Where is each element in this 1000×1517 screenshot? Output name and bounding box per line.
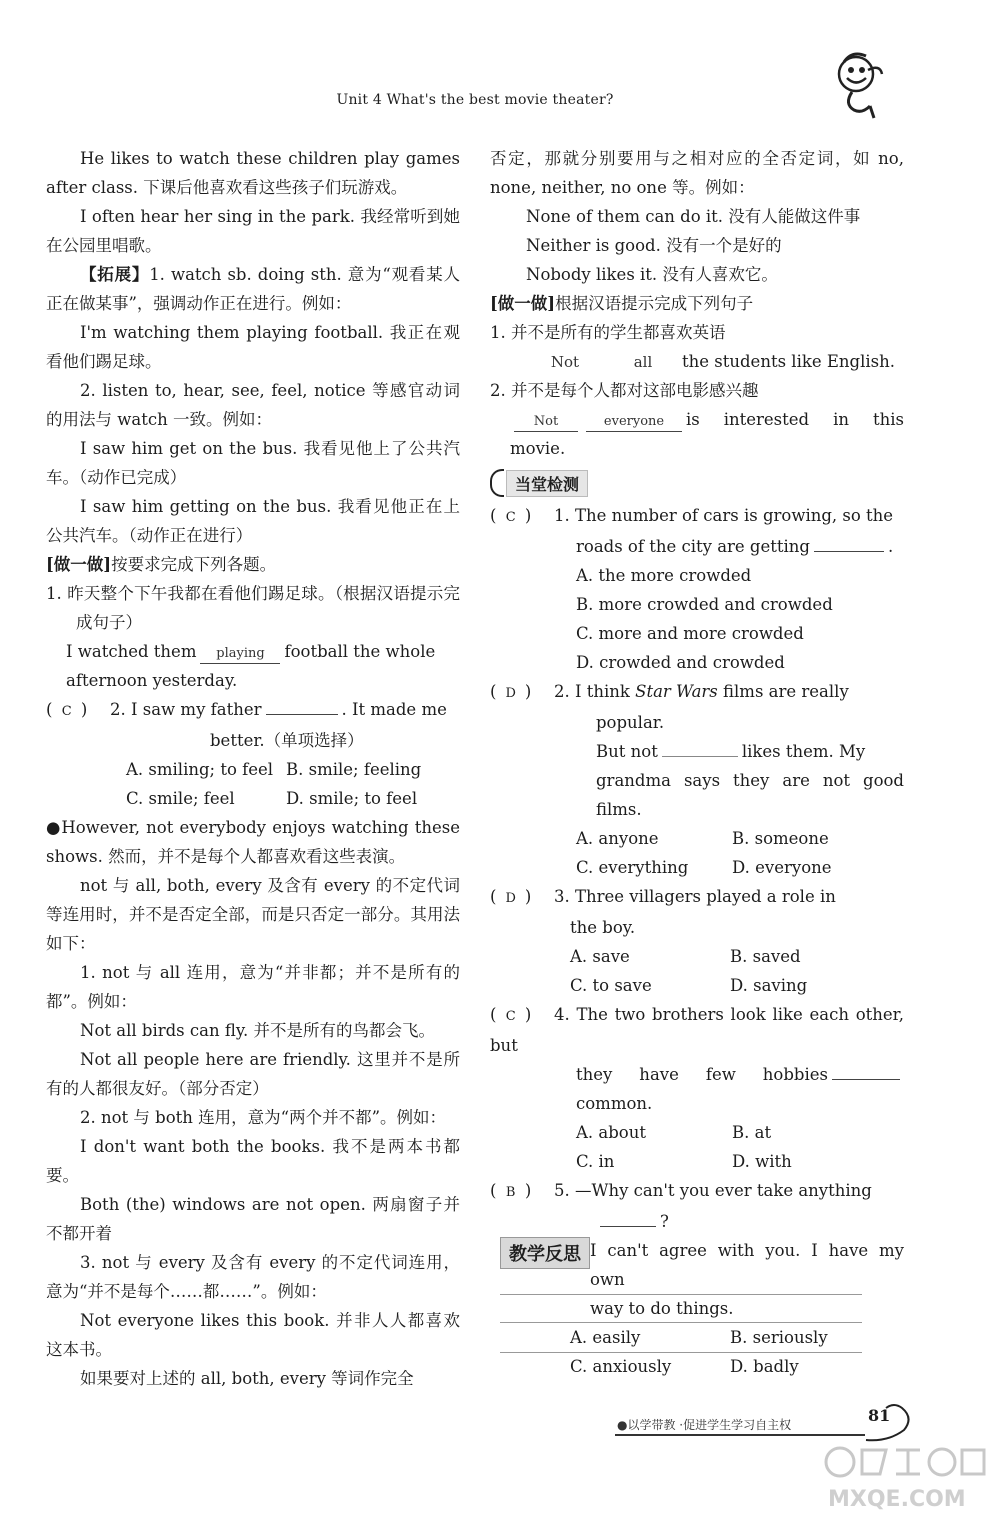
question-text: ? [660,1212,669,1231]
question-continuation: way to do things. [590,1299,734,1318]
answer-paren[interactable]: ( D ) [490,882,554,913]
options-row [490,942,904,971]
option-d[interactable]: D. smile; to feel [286,789,418,808]
option-a[interactable]: A. save [570,947,630,966]
mc-question-4 [490,1000,904,1060]
question-2-answer-line [490,405,904,463]
question-continuation: I can't agree with you. I have my own [590,1241,904,1289]
question-text: 1. The number of cars is growing, so the [554,506,894,525]
answer-blank[interactable] [600,1226,656,1227]
option-d[interactable]: D. everyone [732,858,832,877]
question-continuation: better.（单项选择） [210,731,364,750]
options-row [490,971,904,1000]
mc-question-3 [490,882,904,913]
example: Neither is good. 没有一个是好的 [526,236,782,255]
options-row [490,1118,904,1147]
option-d[interactable]: D. saving [730,976,808,995]
paragraph: I saw him get on the bus. 我看见他上了公共汽车。（动作已完成） [46,439,460,487]
option-c[interactable]: C. in [576,1152,615,1171]
option-a[interactable]: A. smiling; to feel [126,760,274,779]
paragraph-text: 1. watch sb. doing sth. 意为“观看某人正在做某事”，强调动作正在进行。例如： [46,265,460,313]
question-2 [46,695,460,726]
question-continuation [490,1207,904,1236]
question-continuation: popular. [596,713,665,732]
section-label: [做一做] [46,555,112,574]
in-class-check-title: 当堂检测 [506,470,588,497]
right-column [490,144,904,1381]
in-class-check-tag [490,469,588,497]
writing-line[interactable] [500,1294,862,1295]
mascot-icon [822,44,892,124]
question-text: 2. I saw my father [110,700,262,719]
question-continuation: roads of the city are getting . [576,537,894,556]
sentence-part: the students like English. [682,352,895,371]
teaching-reflection-title: 教学反思 [500,1237,590,1269]
paragraph: ●However, not everybody enjoys watching these shows. 然而，并不是每个人都喜欢看这些表演。 [46,818,460,866]
option-b[interactable]: B. saved [730,947,801,966]
example: None of them can do it. 没有人能做这件事 [526,207,861,226]
answer-blank[interactable]: everyone [586,413,682,432]
svg-text:MXQE.COM: MXQE.COM [828,1487,966,1512]
question-continuation: the boy. [570,918,636,937]
footer-rule [615,1434,865,1436]
question-text: But not [596,742,658,761]
example: Both (the) windows are not open. 两扇窗子并不都开着 [46,1195,460,1243]
options-row [490,853,904,882]
paragraph: He likes to watch these children play games after class. 下课后他喜欢看这些孩子们玩游戏。 [46,149,460,197]
exercise-heading [46,550,460,579]
option-d[interactable]: D. crowded and crowded [576,653,785,672]
film-title: Star Wars [635,682,718,701]
question-text: likes them. My [741,742,866,761]
running-header: Unit 4 What's the best movie theater? [336,92,614,108]
question-text: 5. —Why can't you ever take anything [554,1181,872,1200]
paragraph: 否定，那就分别要用与之相对应的全否定词，如 no, none, neither, no one 等。例如： [490,149,904,197]
paragraph-text: 按要求完成下列各题。 [111,555,277,574]
paragraph: 3. not 与 every 及含有 every 的不定代词连用，意为“并不是每个……都……”。例如： [46,1253,460,1301]
question-1: 1. 昨天整个下午我都在看他们踢足球。（根据汉语提示完成句子） [46,584,460,632]
section-label: 【拓展】 [80,265,150,284]
options-row [490,1147,904,1176]
answer-blank[interactable] [814,551,884,552]
option-a[interactable]: A. anyone [576,829,659,848]
paragraph: 2. not 与 both 连用，意为“两个并不都”。例如： [80,1108,447,1127]
option-a[interactable]: A. about [576,1123,646,1142]
question-continuation [490,737,904,766]
example: Nobody likes it. 没有人喜欢它。 [526,265,778,284]
option-c[interactable]: C. everything [576,858,689,877]
question-text: 2. I think [554,682,636,701]
answer-blank[interactable]: Not [550,353,580,371]
option-b[interactable]: B. someone [732,829,829,848]
answer-paren[interactable]: ( C ) [46,695,110,726]
bracket-icon [490,469,504,497]
question-1: 1. 并不是所有的学生都喜欢英语 [490,323,726,342]
sentence-part: football the whole [284,642,436,661]
question-text: roads of the city are getting [576,537,810,556]
watermark-logo [822,1440,992,1512]
question-text: common. [576,1094,653,1113]
question-continuation: grandma says they are not good films. [596,771,904,819]
answer-blank[interactable]: all [633,353,653,371]
paragraph: 1. not 与 all 连用，意为“并非都；并不是所有的都”。例如： [46,963,460,1011]
answer-blank[interactable] [266,714,338,715]
option-b[interactable]: B. seriously [730,1328,828,1347]
question-continuation [490,1060,904,1118]
paragraph: 2. listen to, hear, see, feel, notice 等感官动词的用法与 watch 一致。例如： [46,381,460,429]
option-b[interactable]: B. at [732,1123,772,1142]
option-d[interactable]: D. with [732,1152,792,1171]
option-d[interactable]: D. badly [730,1357,799,1376]
mc-question-2 [490,677,904,708]
writing-line[interactable] [500,1322,862,1323]
paragraph: not 与 all, both, every 及含有 every 的不定代词等连用时，并不是否定全部，而是只否定一部分。其用法如下： [46,876,460,953]
chosen-answer: D [505,686,516,701]
example: Not everyone likes this book. 并非人人都喜欢这本书。 [46,1311,460,1359]
example: I don't want both the books. 我不是两本书都要。 [46,1137,460,1185]
mc-question-5 [490,1176,904,1207]
paragraph: 如果要对上述的 all, both, every 等词作完全 [80,1369,414,1388]
paragraph: I often hear her sing in the park. 我经常听到她在公园里唱歌。 [46,207,460,255]
option-c[interactable]: C. anxiously [570,1357,672,1376]
chosen-answer: B [505,1185,516,1200]
paragraph: I'm watching them playing football. 我正在观看他们踢足球。 [46,323,460,371]
chosen-answer: D [505,891,516,906]
option-c[interactable]: C. to save [570,976,652,995]
section-label: [做一做] [490,294,556,313]
answer-paren[interactable]: ( C ) [490,501,554,532]
chosen-answer: C [61,704,72,719]
options-row [490,824,904,853]
left-column [46,144,460,1393]
example: Not all people here are friendly. 这里并不是所有的人都很友好。（部分否定） [46,1050,460,1098]
option-b[interactable]: B. more crowded and crowded [576,595,833,614]
options-row [46,755,460,784]
question-text: films are really [717,682,849,701]
sentence-continuation: afternoon yesterday. [66,671,238,690]
question-text: they have few hobbies [576,1065,828,1084]
exercise-heading [490,289,904,318]
answer-paren[interactable]: ( C ) [490,1000,554,1031]
footer-slogan: ●以学带教 ·促进学生学习自主权 [617,1418,792,1432]
example: Not all birds can fly. 并不是所有的鸟都会飞。 [80,1021,435,1040]
question-1-answer-line [46,637,460,666]
option-c[interactable]: C. smile; feel [126,789,235,808]
paragraph: I saw him getting on the bus. 我看见他正在上公共汽车。（动作正在进行） [46,497,460,545]
question-1-answer-line [490,347,904,376]
option-a[interactable]: A. easily [570,1328,641,1347]
question-text: 4. The two brothers look like each other, but [490,1005,904,1055]
answer-blank[interactable]: playing [200,645,280,664]
sentence-part: is interested in this movie. [510,410,904,458]
option-b[interactable]: B. smile; feeling [286,760,422,779]
page-number: 81 [868,1406,891,1425]
chosen-answer: C [505,1009,516,1024]
options-row [490,1323,904,1352]
options-row [490,1352,904,1381]
option-a[interactable]: A. the more crowded [576,566,752,585]
question-text: . It made me [341,700,447,719]
extension-paragraph [46,260,460,318]
paragraph-text: 根据汉语提示完成下列句子 [555,294,754,313]
answer-paren[interactable]: ( B ) [490,1176,554,1207]
chosen-answer: C [505,510,516,525]
option-c[interactable]: C. more and more crowded [576,624,804,643]
question-2: 2. 并不是每个人都对这部电影感兴趣 [490,381,759,400]
mc-question-1 [490,501,904,532]
answer-paren[interactable]: ( D ) [490,677,554,708]
answer-blank[interactable] [832,1079,900,1080]
question-text: 3. Three villagers played a role in [554,887,836,906]
answer-blank[interactable] [662,756,738,757]
options-row [46,784,460,813]
answer-blank[interactable]: Not [514,413,578,432]
writing-line[interactable] [500,1352,862,1353]
sentence-part: I watched them [66,642,197,661]
